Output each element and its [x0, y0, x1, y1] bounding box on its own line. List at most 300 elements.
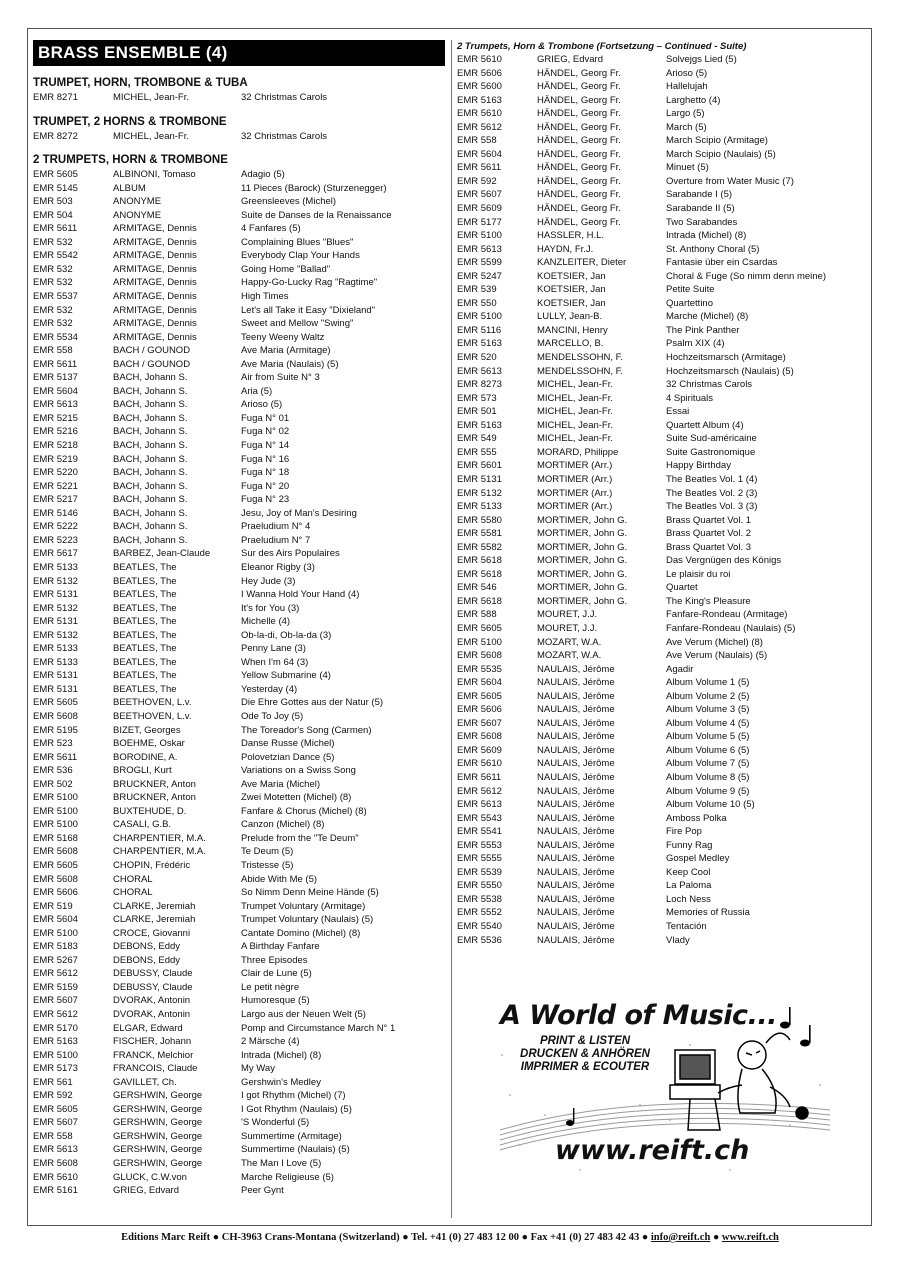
- catalog-number: EMR 504: [33, 209, 73, 221]
- catalog-number: EMR 5611: [33, 751, 78, 763]
- catalog-row: [33, 967, 445, 981]
- title: Let's all Take it Easy "Dixieland": [241, 304, 376, 316]
- catalog-number: EMR 573: [457, 392, 497, 404]
- catalog-row: [33, 344, 445, 358]
- catalog-row: [33, 1171, 445, 1185]
- catalog-number: EMR 5540: [457, 921, 502, 932]
- title: Fuga N° 23: [241, 494, 290, 506]
- catalog-row: [457, 568, 867, 582]
- section-heading: TRUMPET, 2 HORNS & TROMBONE: [33, 115, 227, 128]
- catalog-row: [33, 900, 445, 914]
- composer: BEATLES, The: [113, 616, 177, 628]
- composer: CHARPENTIER, M.A.: [113, 832, 206, 844]
- composer: ARMITAGE, Dennis: [113, 291, 197, 303]
- catalog-row: [457, 595, 867, 609]
- composer: BACH, Johann S.: [113, 372, 188, 384]
- catalog-row: [457, 500, 867, 514]
- composer: HÄNDEL, Georg Fr.: [537, 162, 621, 174]
- title: St. Anthony Choral (5): [666, 243, 760, 255]
- title: Marche (Michel) (8): [666, 311, 749, 323]
- catalog-number: EMR 5146: [33, 507, 78, 519]
- title: Michelle (4): [241, 616, 291, 628]
- catalog-row: [33, 249, 445, 263]
- composer: DVORAK, Antonin: [113, 995, 191, 1007]
- catalog-row: [33, 358, 445, 372]
- composer: MICHEL, Jean-Fr.: [537, 406, 614, 418]
- catalog-row: [457, 378, 867, 392]
- catalog-row: [457, 365, 867, 379]
- catalog-number: EMR 5604: [457, 148, 502, 160]
- catalog-row: [457, 405, 867, 419]
- title: Gershwin's Medley: [241, 1076, 321, 1088]
- composer: HÄNDEL, Georg Fr.: [537, 175, 621, 187]
- catalog-row: [457, 676, 867, 690]
- title: When I'm 64 (3): [241, 656, 309, 668]
- composer: GRIEG, Edvard: [113, 1185, 179, 1197]
- title: Te Deum (5): [241, 846, 294, 858]
- title: Praeludium N° 4: [241, 521, 311, 533]
- catalog-number: EMR 5553: [457, 839, 502, 851]
- composer: BEETHOVEN, L.v.: [113, 710, 192, 722]
- title: Fuga N° 20: [241, 480, 290, 492]
- catalog-row: [457, 216, 867, 230]
- catalog-number: EMR 5537: [33, 291, 78, 303]
- composer: GERSHWIN, George: [113, 1090, 203, 1102]
- catalog-number: EMR 5617: [33, 548, 78, 560]
- title: Ave Verum (Naulais) (5): [666, 650, 768, 662]
- composer: BEATLES, The: [113, 561, 177, 573]
- composer: NAULAIS, Jérôme: [537, 771, 615, 783]
- composer: MICHEL, Jean-Fr.: [537, 433, 614, 445]
- title: Hallelujah: [666, 81, 708, 93]
- composer: DEBONS, Eddy: [113, 954, 181, 966]
- catalog-row: [33, 845, 445, 859]
- title: Pomp and Circumstance March N° 1: [241, 1022, 396, 1034]
- composer: ARMITAGE, Dennis: [113, 304, 197, 316]
- catalog-row: [33, 385, 445, 399]
- title: Funny Rag: [666, 839, 713, 851]
- composer: ARMITAGE, Dennis: [113, 263, 197, 275]
- composer: HÄNDEL, Georg Fr.: [537, 135, 621, 147]
- title: Petite Suite: [666, 284, 715, 296]
- composer: HÄNDEL, Georg Fr.: [537, 216, 621, 228]
- composer: DEBUSSY, Claude: [113, 968, 193, 980]
- catalog-number: EMR 555: [457, 446, 497, 458]
- catalog-row: [457, 270, 867, 284]
- catalog-row: [33, 575, 445, 589]
- title: Polovetzian Dance (5): [241, 751, 335, 763]
- catalog-row: [457, 757, 867, 771]
- catalog-row: [457, 161, 867, 175]
- title: Complaining Blues "Blues": [241, 236, 354, 248]
- composer: FISCHER, Johann: [113, 1036, 192, 1048]
- title: The Beatles Vol. 3 (3): [666, 501, 758, 513]
- title: Tentación: [666, 921, 707, 932]
- catalog-number: EMR 5163: [457, 94, 502, 106]
- title: Hochzeitsmarsch (Armitage): [666, 352, 786, 364]
- title: Peer Gynt: [241, 1185, 284, 1197]
- catalog-row: [33, 534, 445, 548]
- catalog-number: EMR 503: [33, 196, 73, 208]
- title: Jesu, Joy of Man's Desiring: [241, 507, 357, 519]
- catalog-row: [33, 304, 445, 318]
- catalog-number: EMR 8271: [33, 92, 78, 103]
- catalog-row: [33, 927, 445, 941]
- catalog-row: [33, 832, 445, 846]
- title: I Wanna Hold Your Hand (4): [241, 589, 360, 601]
- title: Ode To Joy (5): [241, 710, 304, 722]
- title: 2 Märsche (4): [241, 1036, 300, 1048]
- composer: NAULAIS, Jérôme: [537, 731, 615, 743]
- composer: MANCINI, Henry: [537, 324, 608, 336]
- composer: ARMITAGE, Dennis: [113, 250, 197, 262]
- advert-box: [490, 995, 835, 1185]
- catalog-row: [457, 690, 867, 704]
- catalog-row: [33, 1184, 445, 1198]
- catalog-row: [33, 130, 445, 144]
- catalog-number: EMR 5612: [33, 1009, 78, 1020]
- catalog-row: [33, 873, 445, 887]
- composer: HÄNDEL, Georg Fr.: [537, 108, 621, 120]
- catalog-row: [33, 236, 445, 250]
- catalog-row: [33, 656, 445, 670]
- catalog-row: [33, 886, 445, 900]
- title: Greensleeves (Michel): [241, 196, 337, 208]
- composer: BEATLES, The: [113, 589, 177, 601]
- title: It's for You (3): [241, 602, 300, 614]
- catalog-row: [457, 785, 867, 799]
- composer: BEATLES, The: [113, 670, 177, 682]
- title: Larghetto (4): [666, 94, 721, 106]
- title: Solvejgs Lied (5): [666, 54, 737, 65]
- catalog-row: [457, 243, 867, 257]
- catalog-number: EMR 5611: [457, 771, 502, 783]
- catalog-number: EMR 5604: [457, 677, 502, 689]
- catalog-row: [457, 581, 867, 595]
- title: Fuga N° 18: [241, 467, 290, 479]
- catalog-row: [33, 683, 445, 697]
- catalog-row: [33, 507, 445, 521]
- catalog-row: [457, 744, 867, 758]
- catalog-row: [457, 730, 867, 744]
- catalog-number: EMR 5170: [33, 1022, 78, 1034]
- catalog-row: [457, 80, 867, 94]
- catalog-number: EMR 546: [457, 582, 497, 594]
- title: Album Volume 10 (5): [666, 799, 755, 811]
- catalog-number: EMR 5609: [457, 744, 502, 756]
- title: The Beatles Vol. 1 (4): [666, 473, 758, 485]
- composer: MICHEL, Jean-Fr.: [113, 92, 190, 103]
- composer: NAULAIS, Jérôme: [537, 799, 615, 811]
- composer: CLARKE, Jeremiah: [113, 914, 196, 926]
- composer: NAULAIS, Jérôme: [537, 907, 615, 919]
- title: The Toreador's Song (Carmen): [241, 724, 372, 736]
- title: The Pink Panther: [666, 324, 740, 336]
- title: Trumpet Voluntary (Naulais) (5): [241, 914, 374, 926]
- title: March (5): [666, 121, 707, 133]
- composer: NAULAIS, Jérôme: [537, 785, 615, 797]
- catalog-row: [457, 351, 867, 365]
- composer: MORTIMER (Arr.): [537, 501, 613, 513]
- composer: MORTIMER (Arr.): [537, 460, 613, 472]
- title: Arioso (5): [666, 67, 708, 79]
- catalog-row: [33, 791, 445, 805]
- title: Ave Verum (Michel) (8): [666, 636, 763, 648]
- title: Suite Gastronomique: [666, 446, 756, 458]
- catalog-number: EMR 5612: [33, 968, 78, 980]
- catalog-number: EMR 5131: [33, 589, 78, 601]
- catalog-number: EMR 5159: [33, 981, 78, 993]
- composer: BACH, Johann S.: [113, 534, 188, 546]
- catalog-row: [457, 134, 867, 148]
- composer: CHOPIN, Frédéric: [113, 859, 191, 871]
- composer: KOETSIER, Jan: [537, 284, 606, 296]
- catalog-row: [457, 649, 867, 663]
- title: Zwei Motetten (Michel) (8): [241, 792, 352, 804]
- catalog-number: EMR 549: [457, 433, 497, 445]
- catalog-number: EMR 5612: [457, 785, 502, 797]
- catalog-number: EMR 5607: [457, 717, 502, 729]
- catalog-row: [457, 324, 867, 338]
- catalog-number: EMR 5534: [33, 331, 78, 343]
- catalog-number: EMR 5100: [33, 805, 78, 817]
- composer: MOZART, W.A.: [537, 636, 602, 648]
- composer: HÄNDEL, Georg Fr.: [537, 81, 621, 93]
- catalog-row: [33, 1008, 445, 1022]
- title: Fanfare-Rondeau (Armitage): [666, 609, 788, 621]
- composer: ANONYME: [113, 196, 162, 208]
- catalog-number: EMR 5137: [33, 372, 78, 384]
- title: Brass Quartet Vol. 2: [666, 528, 752, 540]
- catalog-row: [33, 331, 445, 345]
- title: Clair de Lune (5): [241, 968, 312, 980]
- catalog-number: EMR 5195: [33, 724, 78, 736]
- catalog-row: [33, 994, 445, 1008]
- title: Praeludium N° 7: [241, 534, 311, 546]
- composer: BRUCKNER, Anton: [113, 778, 196, 790]
- catalog-row: [33, 1022, 445, 1036]
- title: A Birthday Fanfare: [241, 941, 320, 953]
- title: Sarabande II (5): [666, 203, 735, 215]
- catalog-row: [33, 222, 445, 236]
- catalog-row: [457, 636, 867, 650]
- catalog-row: [457, 717, 867, 731]
- composer: NAULAIS, Jérôme: [537, 812, 615, 824]
- catalog-number: EMR 5216: [33, 426, 78, 438]
- catalog-number: EMR 5100: [33, 792, 78, 804]
- catalog-number: EMR 5132: [457, 487, 502, 499]
- composer: NAULAIS, Jérôme: [537, 744, 615, 756]
- composer: GRIEG, Edvard: [537, 54, 603, 65]
- catalog-number: EMR 5613: [33, 399, 78, 411]
- composer: DVORAK, Antonin: [113, 1009, 191, 1020]
- catalog-row: [457, 202, 867, 216]
- catalog-number: EMR 5163: [457, 338, 502, 350]
- catalog-number: EMR 5611: [33, 223, 78, 235]
- composer: BACH, Johann S.: [113, 453, 188, 465]
- composer: MORTIMER (Arr.): [537, 473, 613, 485]
- catalog-number: EMR 532: [33, 277, 73, 289]
- catalog-number: EMR 5535: [457, 663, 502, 675]
- catalog-row: [33, 371, 445, 385]
- title: Album Volume 4 (5): [666, 717, 750, 729]
- catalog-row: [457, 310, 867, 324]
- composer: NAULAIS, Jérôme: [537, 866, 615, 878]
- composer: ELGAR, Edward: [113, 1022, 183, 1034]
- composer: BEATLES, The: [113, 643, 177, 655]
- catalog-number: EMR 5605: [33, 169, 78, 181]
- footer-email-link[interactable]: info@reift.ch: [650, 1232, 711, 1243]
- catalog-row: [457, 798, 867, 812]
- catalog-number: EMR 5221: [33, 480, 78, 492]
- catalog-row: [457, 256, 867, 270]
- composer: BEATLES, The: [113, 683, 177, 695]
- composer: MICHEL, Jean-Fr.: [537, 419, 614, 431]
- catalog-number: EMR 5183: [33, 941, 78, 953]
- catalog-row: [457, 663, 867, 677]
- catalog-row: [33, 805, 445, 819]
- composer: NAULAIS, Jérôme: [537, 934, 615, 946]
- title: Variations on a Swiss Song: [241, 765, 356, 777]
- title: Teeny Weeny Waltz: [241, 331, 325, 343]
- catalog-row: [33, 1130, 445, 1144]
- composer: MENDELSSOHN, F.: [537, 352, 624, 364]
- column-divider: [451, 40, 452, 1218]
- title: Canzon (Michel) (8): [241, 819, 325, 831]
- catalog-number: EMR 558: [33, 345, 73, 357]
- composer: HÄNDEL, Georg Fr.: [537, 189, 621, 201]
- title: Le petit nègre: [241, 981, 300, 993]
- catalog-row: [33, 669, 445, 683]
- composer: CLARKE, Jeremiah: [113, 900, 196, 912]
- catalog-number: EMR 5223: [33, 534, 78, 546]
- catalog-row: [457, 283, 867, 297]
- catalog-number: EMR 550: [457, 297, 497, 309]
- catalog-row: [33, 1157, 445, 1171]
- composer: FRANCK, Melchior: [113, 1049, 194, 1061]
- catalog-row: [457, 473, 867, 487]
- catalog-number: EMR 558: [33, 1130, 73, 1142]
- composer: MORTIMER, John G.: [537, 514, 628, 526]
- composer: BEATLES, The: [113, 629, 177, 641]
- composer: BACH, Johann S.: [113, 385, 188, 397]
- composer: GERSHWIN, George: [113, 1117, 203, 1129]
- composer: GERSHWIN, George: [113, 1144, 203, 1156]
- composer: ARMITAGE, Dennis: [113, 277, 197, 289]
- footer: [0, 1232, 900, 1243]
- title: Memories of Russia: [666, 907, 750, 919]
- title: Psalm XIX (4): [666, 338, 725, 350]
- advert-line: PRINT & LISTEN: [539, 1035, 631, 1047]
- title: Album Volume 9 (5): [666, 785, 750, 797]
- title: Album Volume 6 (5): [666, 744, 750, 756]
- title: Suite de Danses de la Renaissance: [241, 209, 392, 221]
- catalog-row: [33, 182, 445, 196]
- composer: MORTIMER, John G.: [537, 528, 628, 540]
- advert-tagline: [490, 1035, 680, 1074]
- catalog-row: [33, 818, 445, 832]
- catalog-number: EMR 5116: [457, 324, 502, 336]
- title: Aria (5): [241, 385, 273, 397]
- composer: GERSHWIN, George: [113, 1103, 203, 1115]
- title: Three Episodes: [241, 954, 308, 966]
- catalog-row: [33, 1089, 445, 1103]
- composer: BIZET, Georges: [113, 724, 181, 736]
- advert-url[interactable]: www.reift.ch: [555, 1135, 750, 1166]
- composer: BACH, Johann S.: [113, 440, 188, 452]
- composer: MORARD, Philippe: [537, 446, 619, 458]
- composer: KOETSIER, Jan: [537, 270, 606, 282]
- title: Abide With Me (5): [241, 873, 318, 885]
- composer: KOETSIER, Jan: [537, 297, 606, 309]
- catalog-number: EMR 5550: [457, 880, 502, 892]
- title: Album Volume 8 (5): [666, 771, 750, 783]
- catalog-row: [33, 263, 445, 277]
- composer: MORTIMER, John G.: [537, 541, 628, 553]
- footer-web-link[interactable]: www.reift.ch: [721, 1232, 779, 1243]
- composer: NAULAIS, Jérôme: [537, 839, 615, 851]
- catalog-row: [33, 317, 445, 331]
- composer: KANZLEITER, Dieter: [537, 257, 627, 269]
- catalog-number: EMR 5605: [457, 690, 502, 702]
- catalog-number: EMR 5163: [33, 1036, 78, 1048]
- catalog-number: EMR 519: [33, 900, 73, 912]
- title: Largo (5): [666, 108, 705, 120]
- catalog-number: EMR 5218: [33, 440, 78, 452]
- catalog-row: [457, 812, 867, 826]
- title: Ave Maria (Naulais) (5): [241, 358, 339, 370]
- section-heading: 2 TRUMPETS, HORN & TROMBONE: [33, 154, 228, 167]
- title: Cantate Domino (Michel) (8): [241, 927, 361, 939]
- catalog-number: EMR 5100: [33, 1049, 78, 1061]
- catalog-number: EMR 5133: [33, 656, 78, 668]
- catalog-number: EMR 5132: [33, 602, 78, 614]
- catalog-number: EMR 5131: [457, 473, 502, 485]
- catalog-number: EMR 8272: [33, 130, 78, 142]
- catalog-number: EMR 5607: [33, 995, 78, 1007]
- catalog-row: [457, 459, 867, 473]
- composer: LULLY, Jean-B.: [537, 311, 603, 323]
- title: March Scipio (Armitage): [666, 135, 768, 147]
- title: Everybody Clap Your Hands: [241, 250, 360, 262]
- catalog-row: [457, 337, 867, 351]
- composer: NAULAIS, Jérôme: [537, 663, 615, 675]
- catalog-number: EMR 5247: [457, 270, 502, 282]
- composer: ARMITAGE, Dennis: [113, 236, 197, 248]
- title: My Way: [241, 1063, 275, 1075]
- catalog-row: [457, 866, 867, 880]
- catalog-number: EMR 5608: [33, 873, 78, 885]
- composer: HAYDN, Fr.J.: [537, 243, 594, 255]
- catalog-number: EMR 5611: [457, 162, 502, 174]
- catalog-number: EMR 5606: [33, 887, 78, 899]
- composer: MORTIMER, John G.: [537, 568, 628, 580]
- catalog-number: EMR 5133: [457, 501, 502, 513]
- catalog-number: EMR 558: [457, 135, 497, 147]
- composer: MORTIMER, John G.: [537, 582, 628, 594]
- composer: BORODINE, A.: [113, 751, 178, 763]
- catalog-row: [457, 771, 867, 785]
- title: Happy-Go-Lucky Rag "Ragtime": [241, 277, 378, 289]
- composer: BOEHME, Oskar: [113, 738, 185, 750]
- composer: BACH / GOUNOD: [113, 358, 191, 370]
- catalog-number: EMR 502: [33, 778, 73, 790]
- section-heading: TRUMPET, HORN, TROMBONE & TUBA: [33, 77, 248, 89]
- composer: MARCELLO, B.: [537, 338, 604, 350]
- title: Fanfare-Rondeau (Naulais) (5): [666, 622, 796, 634]
- title: Fuga N° 16: [241, 453, 290, 465]
- catalog-number: EMR 5161: [33, 1185, 78, 1197]
